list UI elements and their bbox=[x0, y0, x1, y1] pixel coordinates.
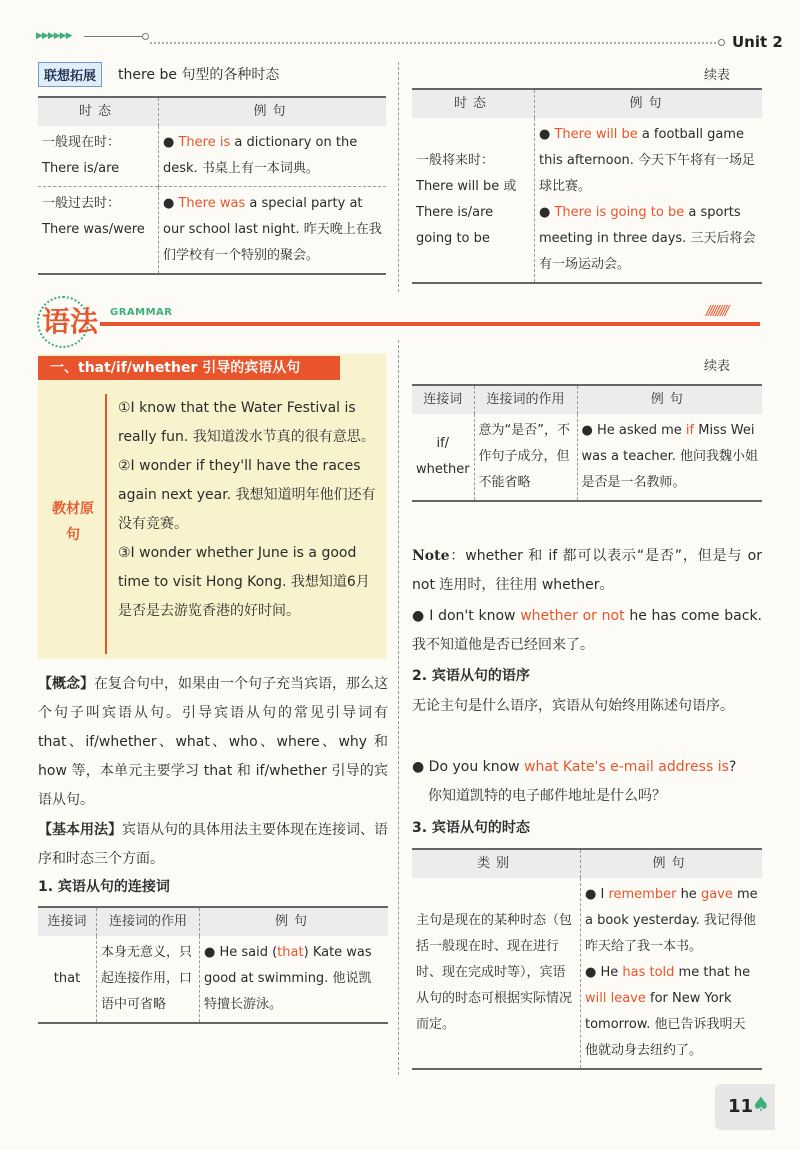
heading-connectives: 1. 宾语从句的连接词 bbox=[38, 879, 170, 895]
box-side-rule bbox=[105, 394, 107, 654]
role-cell: 本身无意义，只起连接作用，口语中可省略 bbox=[97, 936, 200, 1023]
header-circle-icon bbox=[718, 39, 725, 46]
continued-label: 续表 bbox=[704, 68, 731, 83]
box-banner: 一、that/if/whether 引导的宾语从句 bbox=[38, 356, 340, 380]
header-dotted-rule bbox=[150, 42, 716, 44]
table-header: 例句 bbox=[577, 385, 762, 414]
example-cell: ● I remember he gave me a book yesterday. 我记得他昨天给了我一本书。 ● He has told me that he will leave for New York tomorrow. 他已告诉我明天他就动身去纽约了。 bbox=[581, 878, 763, 1069]
heading-word-order: 2. 宾语从句的语序 bbox=[412, 668, 530, 684]
tense-cell: 一般现在时：There is/are bbox=[38, 126, 159, 187]
table-header: 时态 bbox=[38, 97, 159, 126]
heading-tense: 3. 宾语从句的时态 bbox=[412, 820, 530, 836]
note-example: ● I don't know whether or not he has come back. 我不知道他是否已经回来了。 bbox=[412, 608, 762, 653]
balloon-icon: ♠ bbox=[752, 1092, 770, 1116]
word-order-example-cn: 你知道凯特的电子邮件地址是什么吗？ bbox=[428, 788, 666, 804]
table-header: 类别 bbox=[412, 849, 581, 878]
grammar-subtitle: GRAMMAR bbox=[110, 307, 173, 318]
header-circle-icon bbox=[142, 33, 149, 40]
table-header: 例句 bbox=[159, 97, 387, 126]
connective-cell: if/ whether bbox=[412, 414, 474, 501]
category-cell: 主句是现在的某种时态（包括一般现在时、现在进行时、现在完成时等），宾语从句的时态可根据实际情况而定。 bbox=[412, 878, 581, 1069]
section-label: 联想拓展 bbox=[38, 62, 102, 87]
connective-table-continued bbox=[412, 384, 762, 502]
table-header: 连接词 bbox=[38, 907, 97, 936]
example-cell: ● He asked me if Miss Wei was a teacher. 他问我魏小姐是否是一名教师。 bbox=[577, 414, 762, 501]
there-be-table-continued bbox=[412, 88, 762, 284]
header-rule bbox=[84, 36, 142, 37]
box-side-label: 教材原句 bbox=[52, 501, 94, 543]
concept-paragraph: 【概念】在复合句中，如果由一个句子充当宾语，那么这个句子叫宾语从句。引导宾语从句的常见引导词有 that、if/whether、what、who、where、why 和 how 等，本单元主要学习 that 和 if/whether 引导的宾语从句。 bbox=[38, 676, 388, 808]
tense-cell: 一般过去时：There was/were bbox=[38, 187, 159, 275]
note-paragraph: Note：whether 和 if 都可以表示“是否”，但是与 or not 连用时，往往用 whether。 bbox=[412, 548, 762, 593]
role-cell: 意为“是否”，不作句子成分，但不能省略 bbox=[474, 414, 577, 501]
example-cell: ● There will be a football game this afternoon. 今天下午将有一场足球比赛。 ● There is going to be a sports meeting in three days. 三天后将会有一场运动会。 bbox=[535, 118, 763, 283]
sentence-3: ③I wonder whether June is a good time to visit Hong Kong. 我想知道6月是否是去游览香港的好时间。 bbox=[118, 545, 370, 619]
section-title: there be 句型的各种时态 bbox=[118, 67, 280, 83]
tense-table bbox=[412, 848, 762, 1070]
table-header: 时态 bbox=[412, 89, 535, 118]
table-header: 例句 bbox=[581, 849, 763, 878]
column-divider bbox=[398, 62, 399, 292]
word-order-paragraph: 无论主句是什么语序，宾语从句始终用陈述句语序。 bbox=[412, 698, 734, 714]
grammar-bar bbox=[100, 322, 760, 326]
grammar-hatch: ///////// bbox=[706, 304, 728, 319]
there-be-table bbox=[38, 96, 386, 275]
table-header: 连接词的作用 bbox=[97, 907, 200, 936]
tense-cell: 一般将来时：There will be 或 There is/are going to be bbox=[412, 118, 535, 283]
page-number: 11 bbox=[728, 1096, 754, 1117]
header-arrows-icon: ▶▶▶▶▶▶ bbox=[36, 31, 72, 41]
sentence-2: ②I wonder if they'll have the races again next year. 我想知道明年他们还有没有竞赛。 bbox=[118, 458, 376, 532]
example-cell: ● He said (that) Kate was good at swimming. 他说凯特擅长游泳。 bbox=[200, 936, 389, 1023]
table-header: 连接词 bbox=[412, 385, 474, 414]
sentence-1: ①I know that the Water Festival is really fun. 我知道泼水节真的很有意思。 bbox=[118, 400, 375, 445]
word-order-example: ● Do you know what Kate's e-mail address is? bbox=[412, 759, 737, 775]
box-sentences bbox=[118, 394, 380, 626]
unit-label: Unit 2 bbox=[732, 33, 783, 51]
example-cell: ● There is a dictionary on the desk. 书桌上有一本词典。 bbox=[163, 135, 358, 176]
table-header: 例句 bbox=[200, 907, 389, 936]
table-header: 连接词的作用 bbox=[474, 385, 577, 414]
table-header: 例句 bbox=[535, 89, 763, 118]
example-cell: ● There was a special party at our school last night. 昨天晚上在我们学校有一个特别的聚会。 bbox=[159, 187, 387, 275]
connective-table bbox=[38, 906, 388, 1024]
connective-cell: that bbox=[38, 936, 97, 1023]
grammar-title: 语法 bbox=[42, 305, 99, 338]
continued-label: 续表 bbox=[704, 359, 731, 374]
usage-paragraph: 【基本用法】宾语从句的具体用法主要体现在连接词、语序和时态三个方面。 bbox=[38, 822, 388, 867]
column-divider bbox=[398, 340, 399, 1075]
